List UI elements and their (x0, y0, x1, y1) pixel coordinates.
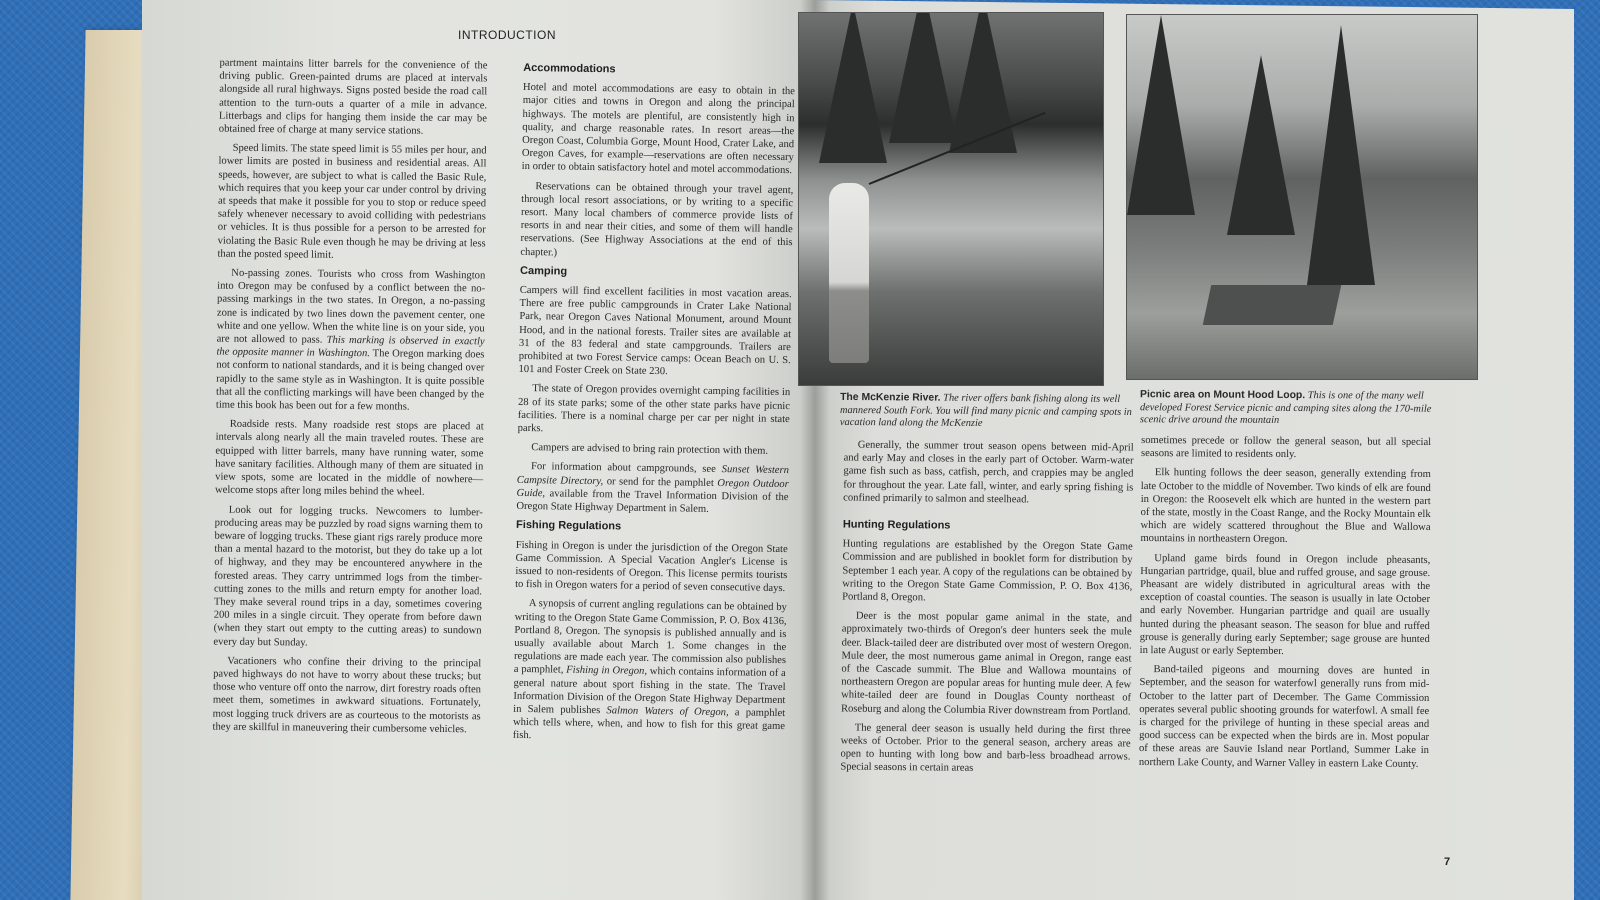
italic-outdoor-guide: Oregon Outdoor Guide, (516, 477, 789, 500)
paragraph-roadside-rests (215, 418, 484, 500)
text-speed-limits: The state speed limit is 55 miles per hour, and lower limits are posted in business and residential areas. All speeds, however, are subject to what is called the Basic Rule, which requires that you keep your car under control by driving at speeds that make it possible for you to stop or reduce speed safely whenever necessary to avoid colliding with pedestrians or vehicles. It is thus possible for a person to be arrested for violating the Basic Rule even though he may be driving at less than the posted speed limit. (217, 143, 487, 261)
lead-roadside-rests: Roadside rests. (229, 419, 298, 431)
italic-salmon-waters: Salmon Waters of Oregon, (606, 705, 729, 719)
text-camping-4b: or send for the pamphlet (606, 475, 714, 489)
paragraph-fishing-2 (513, 597, 787, 746)
caption-mckenzie (840, 392, 1140, 432)
paragraph-waterfowl: Band-tailed pigeons and mourning doves are hunted in September, and the season for waterfowl generally runs from mid-October to the latter part of December. The Game Commission operates several public shooting grounds for waterfowl. A small fee is charged for the privilege of hunting in these special areas and good success can be expected when the birds are in. Most popular of these areas are Sauvie Island near Portland, Summer Lake in northern Lake County, and Warner Valley in eastern Lake County. (1138, 664, 1430, 770)
text-fishing-2c: a pamphlet which tells where, when, and how to fish for this great game fish. (512, 707, 786, 742)
italic-sunset-directory: Sunset Western Campsite Directory, (516, 464, 790, 487)
heading-accommodations: Accommodations (523, 61, 616, 76)
photo-fisherman-shape (829, 183, 869, 363)
paragraph-special-seasons: sometimes precede or follow the general season, but all special seasons are limited to residents only. (1141, 434, 1432, 461)
paragraph-camping-1: Campers will find excellent facilities in most vacation areas. There are free public campgrounds in Crater Lake National Park, near Oregon Caves National Monument, around Mount Hood, and in the national forests. Trailer sites are available at 31 of the 83 federal and state campgrounds. Trailers are prohibited at two Forest Service camps: Ocean Beach on U. S. 101 and Foster Creek on State 230. (518, 284, 792, 378)
right-column-1 (840, 438, 1134, 783)
paragraph-vacationers: Vacationers who confine their driving to the principal paved highways do not have to worry about these trucks; but those who venture off onto the narrow, dirt forestry roads often meet them, sometimes in awkward situations. Fortunately, most logging truck drivers are as courteous to the motorists as they are skillful in maneuvering their cumbersome vehicles. (212, 655, 482, 735)
photo-tree-shape (1127, 15, 1195, 215)
photo-tree-shape (819, 12, 887, 163)
photo-tree-shape (1227, 55, 1295, 235)
text-no-passing: Tourists who cross from Washington into Oregon may be confused by a conflict between the no-passing markings in the two states. In Oregon, a no-passing zone is indicated by two lines down the pavement center, one white and one yellow. When the white line is on your side, you are not allowed to pass. (216, 268, 486, 346)
text-camping-4a: For information about campgrounds, see (530, 461, 716, 476)
paragraph-camping-3: Campers are advised to bring rain protection with them. (531, 442, 769, 458)
heading-hunting-regulations: Hunting Regulations (842, 518, 951, 532)
photo-picnic-area (1126, 14, 1478, 380)
paragraph-trout-season: Generally, the summer trout season opens between mid-April and early May and closes in the early part of October. Warm-water game fish such as bass, catfish, perch, and crappies may be angled for throughout the year. Late fall, winter, and early spring fishing is confined primarily to salmon and steelhead. (843, 439, 1134, 506)
paragraph-hunting-2: Deer is the most popular game animal in the state, and approximately two-thirds of Oregon's deer hunters seek the mule deer. Black-tailed deer are distributed over most of western Oregon. Mule deer, the most numerous game animal in Oregon, range east of the Cascade summit. The Blue and Wallowa mountains of northeastern Oregon are popular areas for hunting mule deer. A few white-tailed deer are found in Douglas County northeast of Roseburg and along the Columbia River downstream from Portland. (840, 610, 1132, 718)
left-column-1 (212, 57, 487, 743)
photo-mckenzie-river (798, 12, 1104, 386)
caption-picnic-title: Picnic area on Mount Hood Loop. (1140, 389, 1306, 402)
caption-picnic-text: This is one of the many well developed Forest Service picnic and camping sites along the 170-mile scenic drive around the mountain (1139, 390, 1432, 426)
paragraph-camping-2: The state of Oregon provides overnight camping facilities in 28 of its state parks; some of the other state parks have picnic facilities. There is a nominal charge per car per night in state parks. (517, 383, 791, 435)
page-number: 7 (1444, 856, 1451, 868)
paragraph-elk-hunting: Elk hunting follows the deer season, generally extending from late October to the middle of November. Two kinds of elk are found in Oregon: the Roosevelt elk which are hunted in the western part of the state, mostly in the Coast Range, and the Rocky Mountain elk which are widely scattered throughout the Blue and Wallowa mountains in northeastern Oregon. (1140, 467, 1431, 546)
photo-tree-shape (1307, 25, 1375, 285)
paragraph-speed-limits (217, 142, 486, 264)
heading-camping: Camping (519, 264, 568, 278)
text-no-passing-2: The Oregon marking does not conform to national standards, and it is being changed over rapidly to the same style as in Washington. It is quite possible that all the conflicting markings will have been changed by the time this book has been out for a few months. (215, 348, 485, 413)
text-roadside-rests: Many roadside rest stops are placed at intervals along nearly all the main traveled routes. These are equipped with litter barrels, many have running water, some have sanitary facilities. Although many of them are situated in view spots, some are located in the middle of nowhere—welcome stops after long miles behind the wheel. (214, 419, 484, 499)
left-column-2 (513, 56, 796, 753)
photo-picnic-table-shape (1203, 285, 1342, 325)
lead-speed-limits: Speed limits. (232, 142, 289, 155)
paragraph-accommodations-1: Hotel and motel accommodations are easy to obtain in the major cities and towns in Oregon and along the principal highways. The motels are plentiful, are consistently high in quality, and charge reasonable rates. In resort areas—the Oregon Coast, Columbia Gorge, Mount Hood, Crater Lake, and Oregon Caves, for example—reservations are often necessary in order to obtain satisfactory hotel and motel accommodations. (521, 82, 796, 177)
paragraph-camping-4 (516, 460, 789, 517)
italic-fishing-in-oregon: Fishing in Oregon, (566, 664, 648, 678)
paragraph-no-passing (216, 267, 486, 415)
photo-tree-shape (889, 12, 957, 143)
text-camping-4c: available from the Travel Information Division of the Oregon State Highway Department in Salem. (516, 488, 789, 515)
caption-picnic (1140, 389, 1440, 428)
paragraph-litter: partment maintains litter barrels for the convenience of the driving public. Green-painted drums are placed at intervals alongside all rural highways. Signs posted beside the road call attention to the turn-outs a quarter of a mile in advance. Litterbags and clips for hanging them inside the car may be obtained free of charge at many service stations. (218, 57, 488, 137)
text-fishing-2a: A synopsis of current angling regulations can be obtained by writing to the Oregon State Game Commission, P. O. Box 4136, Portland 8, Oregon. The synopsis is published annually and is usually available about March 1. Some changes in the regulations are made each year. The commission also publishes a pamphlet, (513, 598, 787, 676)
paragraph-game-birds: Upland game birds found in Oregon include pheasants, Hungarian partridge, quail, blue and ruffed grouse, and sage grouse. Pheasant are widely distributed in agricultural areas with the exception of coastal counties. The season is usually in late October and early November. Hungarian partridge and quail are usually hunted during the pheasant season. The season for blue and ruffed grouse is generally during early September; sage grouse are hunted in late August or early September. (1139, 552, 1431, 658)
running-head: INTRODUCTION (458, 28, 556, 42)
italic-no-passing: This marking is observed in exactly the opposite manner in Washington. (216, 334, 485, 360)
right-column-2 (1139, 434, 1431, 777)
paragraph-logging-trucks (213, 503, 483, 651)
caption-mckenzie-text: The river offers bank fishing along its well mannered South Fork. You will find many picnic and camping spots in vacation land along the McKenzie (839, 392, 1132, 429)
photo-tree-shape (949, 12, 1017, 153)
text-logging-trucks: Newcomers to lumber-producing areas may be puzzled by road signs warning them to beware of logging trucks. These giant rigs rarely produce more than a mental hazard to the motorist, but they do take up a lot of highway, and they may be encountered anywhere in the forested areas. They carry untrimmed logs from the timber-cutting zones to the mills and return empty for another load. They make several round trips in a day, sometimes covering 200 miles in a single circuit. They operate from before dawn (when they start out empty to the cutting areas) to sundown every day but Sunday. (213, 505, 483, 649)
paragraph-hunting-3: The general deer season is usually held during the first three weeks of October. Prior to the general season, archery areas are open to hunting with long bow and barb-less broadhead arrows. Special seasons in certain areas (840, 722, 1131, 775)
heading-fishing-regulations: Fishing Regulations (515, 519, 622, 533)
paragraph-accommodations-2: Reservations can be obtained through your travel agent, through local resort associations, or by writing to a specific resort. Many local chambers of commerce provide lists of resorts in and near their cities, and some of them will handle reservations. (See Highway Associations at the end of this chapter.) (520, 180, 794, 259)
text-fishing-2b: which contains information of a general nature about sport fishing in the state. The Travel Information Division of the Oregon State Highway Department in Salem publishes (513, 666, 786, 717)
paragraph-fishing-1: Fishing in Oregon is under the jurisdiction of the Oregon State Game Commission. A Special Vacation Angler's License is issued to non-residents of Oregon. This license permits tourists to fish in Oregon waters for a period of seven consecutive days. (515, 539, 788, 595)
lead-no-passing: No-passing zones. (231, 267, 313, 280)
paragraph-hunting-1: Hunting regulations are established by the Oregon State Game Commission and are published in booklet form for distribution by September 1 each year. A copy of the regulations can be obtained by writing to the Oregon State Game Commission, P. O. Box 4136, Portland 8, Oregon. (842, 538, 1133, 604)
lead-logging-trucks: Look out for logging trucks. (228, 504, 369, 517)
caption-mckenzie-title: The McKenzie River. (840, 391, 941, 404)
